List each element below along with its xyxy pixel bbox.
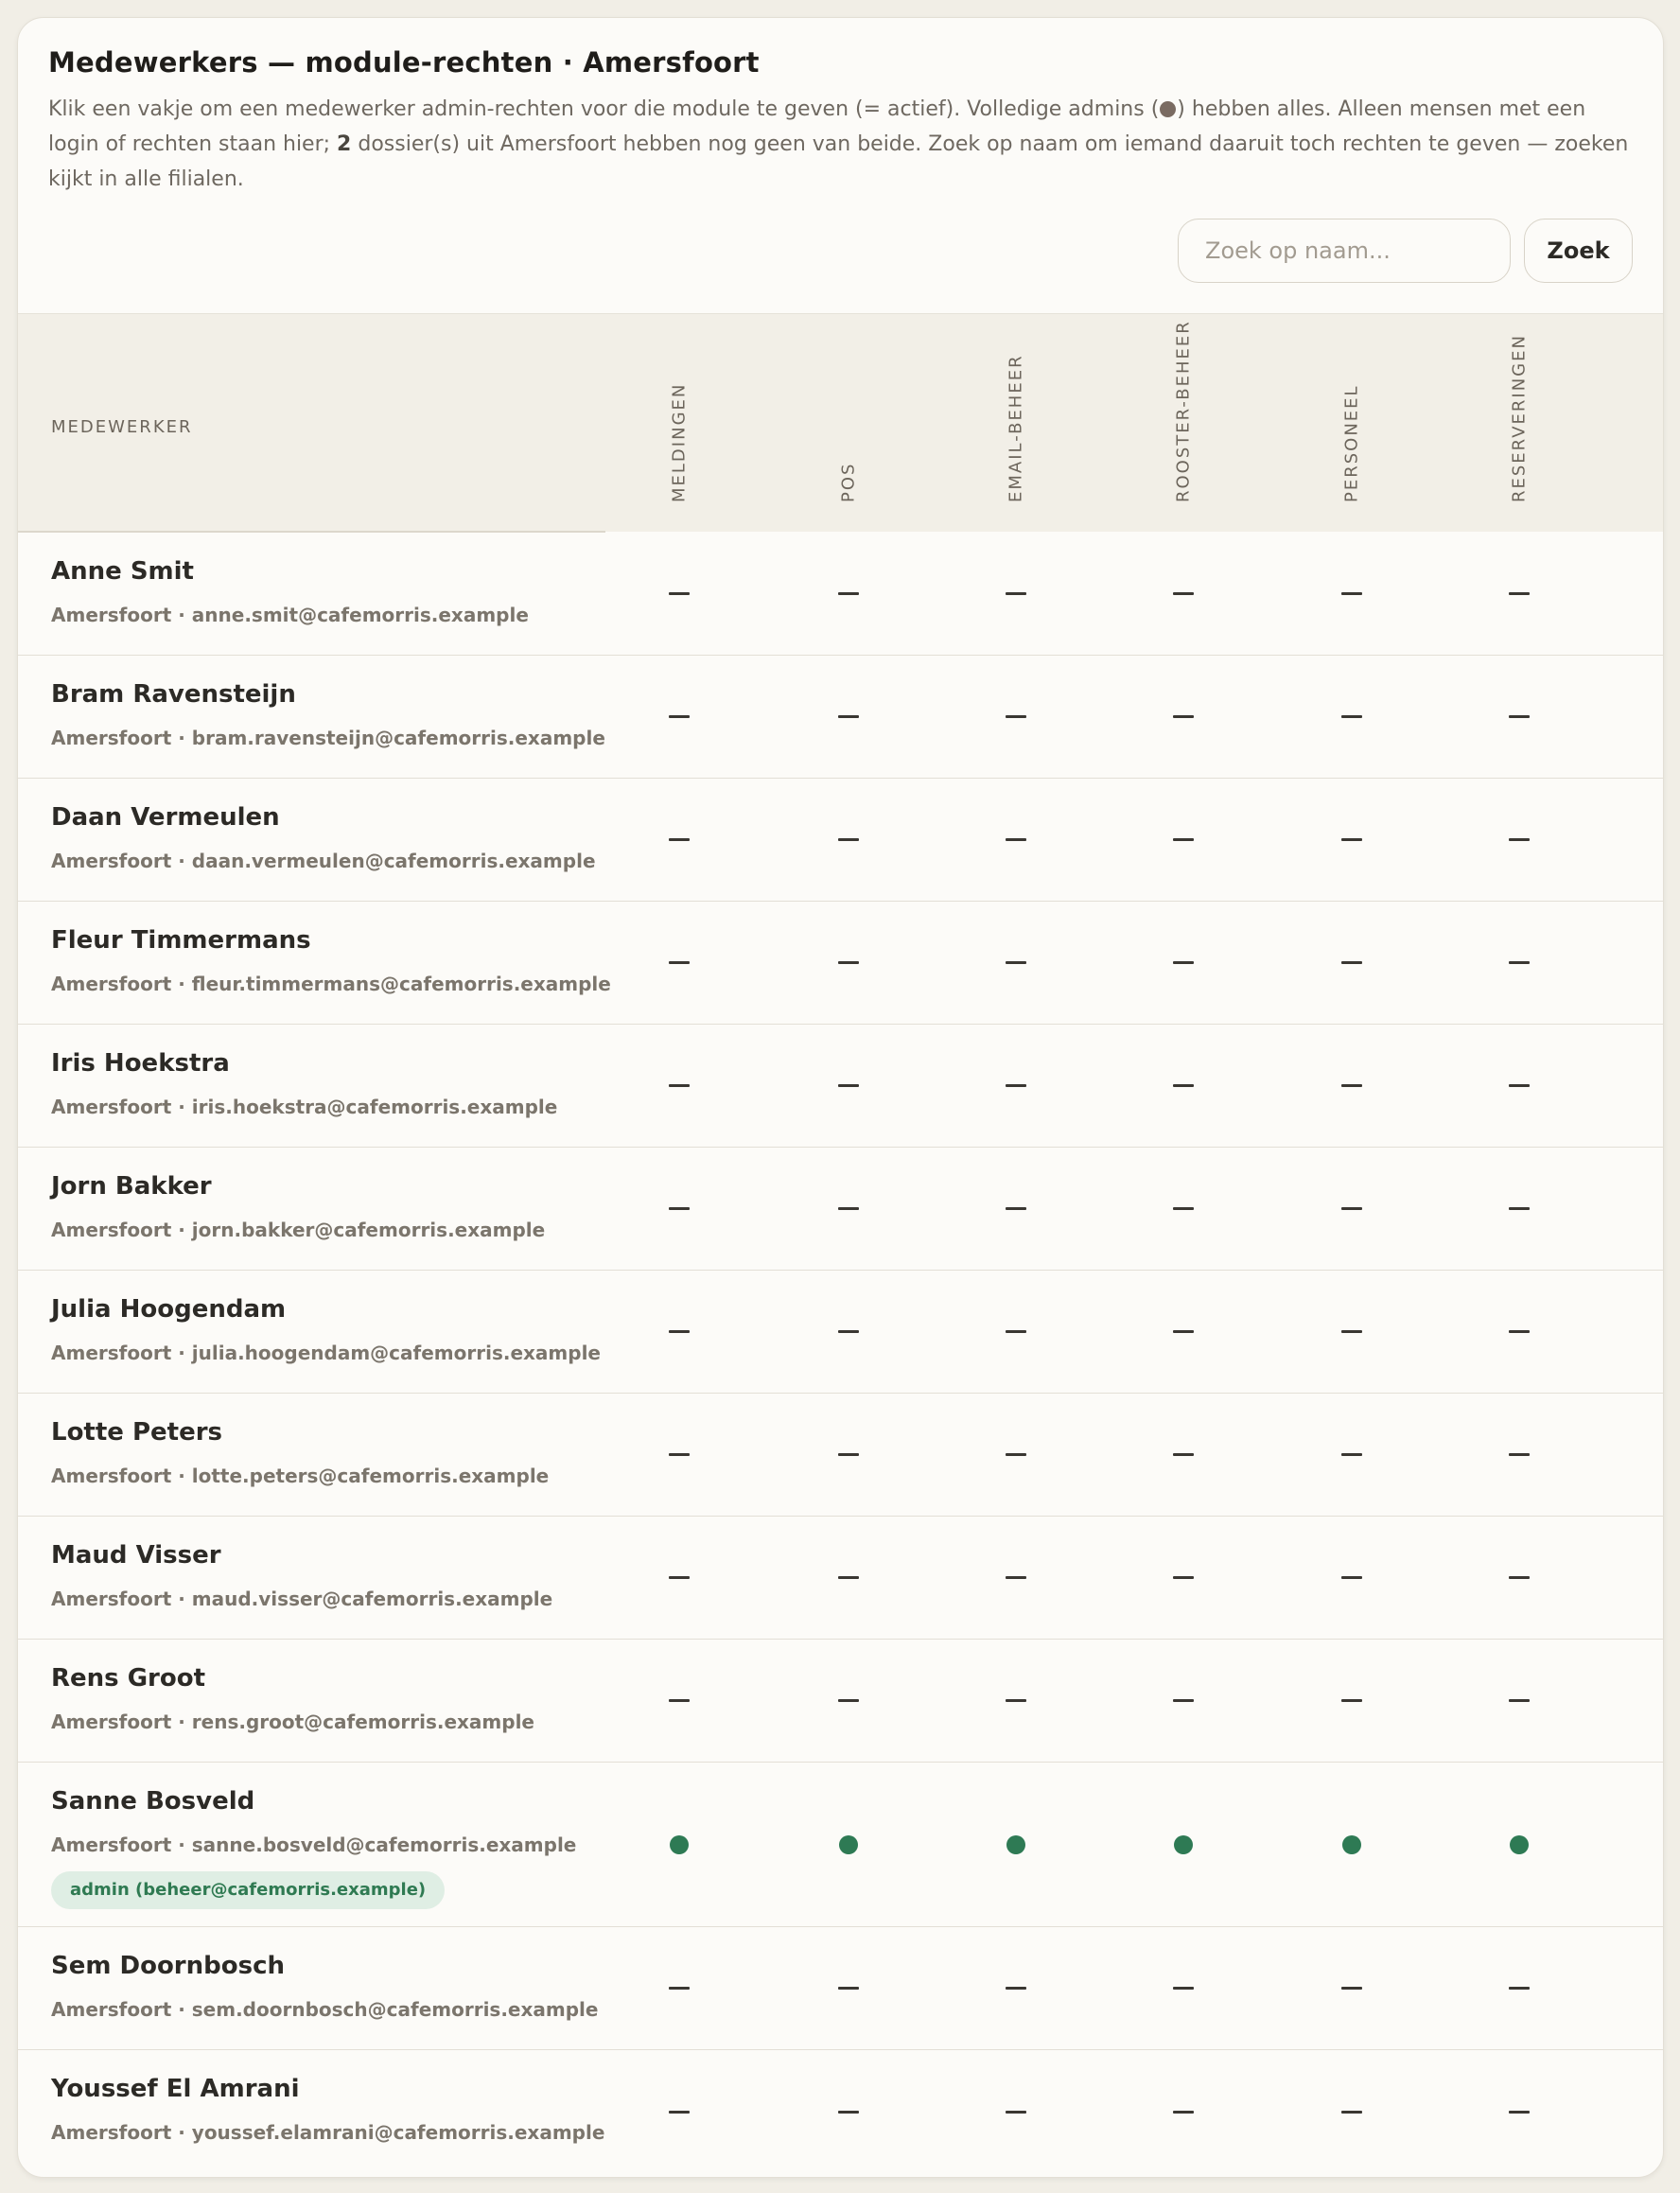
employee-location-email: Amersfoort · sem.doornbosch@cafemorris.example — [51, 1998, 599, 2021]
table-row — [18, 1394, 1663, 1517]
permission-toggle-personeel[interactable] — [1323, 779, 1380, 901]
permission-toggle-rooster-beheer[interactable] — [1155, 1640, 1212, 1762]
permission-toggle-personeel[interactable] — [1323, 1394, 1380, 1516]
permission-toggle-meldingen[interactable] — [651, 656, 708, 778]
permission-toggle-meldingen[interactable] — [651, 1640, 708, 1762]
permission-toggle-reserveringen[interactable] — [1491, 656, 1548, 778]
permission-toggle-meldingen[interactable] — [651, 1025, 708, 1147]
inactive-dash-icon — [669, 1084, 690, 1087]
employee-name: Iris Hoekstra — [51, 1049, 230, 1078]
inactive-dash-icon — [1006, 961, 1026, 964]
permission-toggle-meldingen[interactable] — [651, 1763, 708, 1926]
inactive-dash-icon — [838, 1207, 859, 1210]
inactive-dash-icon — [1173, 1699, 1194, 1702]
inactive-dash-icon — [838, 1453, 859, 1456]
employee-name: Sem Doornbosch — [51, 1952, 286, 1980]
column-header-employee: MEDEWERKER — [51, 417, 193, 437]
inactive-dash-icon — [1341, 2111, 1362, 2114]
inactive-dash-icon — [1341, 1207, 1362, 1210]
table-row — [18, 656, 1663, 779]
inactive-dash-icon — [1509, 1987, 1530, 1990]
permission-toggle-pos[interactable] — [820, 1927, 877, 2049]
table-row — [18, 533, 1663, 656]
inactive-dash-icon — [838, 1576, 859, 1579]
inactive-dash-icon — [1006, 1576, 1026, 1579]
inactive-dash-icon — [1173, 1987, 1194, 1990]
inactive-dash-icon — [838, 961, 859, 964]
active-dot-icon — [839, 1835, 858, 1854]
inactive-dash-icon — [1173, 1207, 1194, 1210]
permission-toggle-pos[interactable] — [820, 1640, 877, 1762]
inactive-dash-icon — [1341, 1987, 1362, 1990]
inactive-dash-icon — [669, 2111, 690, 2114]
permission-toggle-meldingen[interactable] — [651, 1517, 708, 1639]
permission-toggle-email-beheer[interactable] — [988, 1271, 1044, 1393]
inactive-dash-icon — [669, 1330, 690, 1333]
table-row — [18, 1148, 1663, 1271]
employee-location-email: Amersfoort · julia.hoogendam@cafemorris.example — [51, 1342, 601, 1364]
inactive-dash-icon — [1509, 1699, 1530, 1702]
column-header-personeel: PERSONEEL — [1341, 384, 1362, 502]
permission-toggle-email-beheer[interactable] — [988, 902, 1044, 1024]
inactive-dash-icon — [1173, 1084, 1194, 1087]
permission-toggle-rooster-beheer[interactable] — [1155, 2050, 1212, 2173]
inactive-dash-icon — [1341, 1576, 1362, 1579]
inactive-dash-icon — [838, 592, 859, 595]
permission-toggle-email-beheer[interactable] — [988, 1517, 1044, 1639]
employee-location-email: Amersfoort · maud.visser@cafemorris.example — [51, 1588, 553, 1610]
employee-name: Sanne Bosveld — [51, 1787, 255, 1816]
permission-toggle-pos[interactable] — [820, 1517, 877, 1639]
inactive-dash-icon — [838, 1084, 859, 1087]
inactive-dash-icon — [1341, 1453, 1362, 1456]
intro-text — [48, 92, 1637, 197]
permission-toggle-rooster-beheer[interactable] — [1155, 656, 1212, 778]
permission-toggle-email-beheer[interactable] — [988, 2050, 1044, 2173]
employee-name: Jorn Bakker — [51, 1172, 212, 1201]
inactive-dash-icon — [669, 715, 690, 718]
search-button[interactable]: Zoek — [1524, 219, 1633, 283]
permission-toggle-reserveringen[interactable] — [1491, 1025, 1548, 1147]
dossier-count: 2 — [337, 132, 352, 156]
employee-location-email: Amersfoort · rens.groot@cafemorris.example — [51, 1711, 534, 1733]
inactive-dash-icon — [1173, 961, 1194, 964]
permission-toggle-pos[interactable] — [820, 902, 877, 1024]
permission-toggle-meldingen[interactable] — [651, 2050, 708, 2173]
employee-name: Fleur Timmermans — [51, 926, 311, 955]
permission-toggle-pos[interactable] — [820, 1763, 877, 1926]
permission-toggle-reserveringen[interactable] — [1491, 1763, 1548, 1926]
inactive-dash-icon — [1173, 2111, 1194, 2114]
permission-toggle-personeel[interactable] — [1323, 2050, 1380, 2173]
active-dot-icon — [1342, 1835, 1361, 1854]
permission-toggle-email-beheer[interactable] — [988, 1763, 1044, 1926]
employee-location-email: Amersfoort · youssef.elamrani@cafemorris.example — [51, 2121, 605, 2144]
inactive-dash-icon — [1341, 1084, 1362, 1087]
table-row — [18, 2050, 1663, 2173]
table-row — [18, 1763, 1663, 1927]
inactive-dash-icon — [838, 1699, 859, 1702]
inactive-dash-icon — [1173, 1330, 1194, 1333]
column-header-pos: POS — [838, 462, 859, 502]
employee-location-email: Amersfoort · fleur.timmermans@cafemorris.example — [51, 973, 611, 995]
search-input[interactable] — [1178, 219, 1511, 283]
permission-toggle-rooster-beheer[interactable] — [1155, 1927, 1212, 2049]
inactive-dash-icon — [1341, 1699, 1362, 1702]
inactive-dash-icon — [1006, 1207, 1026, 1210]
employee-location-email: Amersfoort · sanne.bosveld@cafemorris.example — [51, 1833, 577, 1856]
table-row — [18, 1640, 1663, 1763]
permission-toggle-reserveringen[interactable] — [1491, 1148, 1548, 1270]
inactive-dash-icon — [669, 1207, 690, 1210]
inactive-dash-icon — [1173, 592, 1194, 595]
employee-name: Daan Vermeulen — [51, 803, 280, 832]
inactive-dash-icon — [669, 1699, 690, 1702]
inactive-dash-icon — [838, 2111, 859, 2114]
permission-toggle-email-beheer[interactable] — [988, 1394, 1044, 1516]
table-row — [18, 1271, 1663, 1394]
employee-name: Maud Visser — [51, 1541, 221, 1570]
permission-toggle-email-beheer[interactable] — [988, 1640, 1044, 1762]
permission-toggle-reserveringen[interactable] — [1491, 2050, 1548, 2173]
employee-table-body — [18, 533, 1663, 2173]
admin-badge: admin (beheer@cafemorris.example) — [51, 1871, 445, 1909]
permission-toggle-meldingen[interactable] — [651, 779, 708, 901]
permission-toggle-reserveringen[interactable] — [1491, 1927, 1548, 2049]
permission-toggle-personeel[interactable] — [1323, 1025, 1380, 1147]
permission-toggle-personeel[interactable] — [1323, 1517, 1380, 1639]
inactive-dash-icon — [1173, 715, 1194, 718]
permission-toggle-pos[interactable] — [820, 1271, 877, 1393]
inactive-dash-icon — [1509, 1330, 1530, 1333]
inactive-dash-icon — [1341, 592, 1362, 595]
page-title: Medewerkers — module-rechten · Amersfoort — [48, 46, 760, 79]
permission-toggle-pos[interactable] — [820, 656, 877, 778]
inactive-dash-icon — [838, 838, 859, 841]
column-header-reserveringen: RESERVERINGEN — [1509, 334, 1530, 502]
permission-toggle-reserveringen[interactable] — [1491, 533, 1548, 655]
employee-name: Lotte Peters — [51, 1418, 223, 1447]
permission-toggle-reserveringen[interactable] — [1491, 1517, 1548, 1639]
permission-toggle-rooster-beheer[interactable] — [1155, 1394, 1212, 1516]
inactive-dash-icon — [1006, 592, 1026, 595]
permission-toggle-reserveringen[interactable] — [1491, 902, 1548, 1024]
inactive-dash-icon — [838, 1330, 859, 1333]
permission-toggle-rooster-beheer[interactable] — [1155, 1517, 1212, 1639]
inactive-dash-icon — [1173, 1453, 1194, 1456]
inactive-dash-icon — [669, 1453, 690, 1456]
inactive-dash-icon — [838, 715, 859, 718]
permission-toggle-pos[interactable] — [820, 1394, 877, 1516]
inactive-dash-icon — [669, 1576, 690, 1579]
permission-toggle-email-beheer[interactable] — [988, 1025, 1044, 1147]
column-header-email-beheer: EMAIL-BEHEER — [1006, 354, 1026, 502]
table-row — [18, 779, 1663, 902]
permission-toggle-pos[interactable] — [820, 1148, 877, 1270]
employee-location-email: Amersfoort · bram.ravensteijn@cafemorris.example — [51, 727, 605, 749]
column-header-meldingen: MELDINGEN — [669, 382, 690, 502]
inactive-dash-icon — [1341, 715, 1362, 718]
permission-toggle-meldingen[interactable] — [651, 902, 708, 1024]
table-row — [18, 902, 1663, 1025]
inactive-dash-icon — [1509, 1576, 1530, 1579]
permission-toggle-email-beheer[interactable] — [988, 1148, 1044, 1270]
permission-toggle-personeel[interactable] — [1323, 902, 1380, 1024]
inactive-dash-icon — [1173, 1576, 1194, 1579]
permission-toggle-rooster-beheer[interactable] — [1155, 1148, 1212, 1270]
permission-toggle-meldingen[interactable] — [651, 1394, 708, 1516]
employee-name: Bram Ravensteijn — [51, 680, 296, 709]
inactive-dash-icon — [1006, 1987, 1026, 1990]
employee-location-email: Amersfoort · anne.smit@cafemorris.example — [51, 604, 529, 626]
permission-toggle-rooster-beheer[interactable] — [1155, 1763, 1212, 1926]
inactive-dash-icon — [1509, 2111, 1530, 2114]
permission-toggle-meldingen[interactable] — [651, 533, 708, 655]
inactive-dash-icon — [1006, 2111, 1026, 2114]
inactive-dash-icon — [1509, 1453, 1530, 1456]
employee-name: Youssef El Amrani — [51, 2075, 300, 2103]
inactive-dash-icon — [1509, 592, 1530, 595]
inactive-dash-icon — [1006, 1699, 1026, 1702]
employee-location-email: Amersfoort · jorn.bakker@cafemorris.example — [51, 1219, 546, 1241]
permission-toggle-personeel[interactable] — [1323, 1927, 1380, 2049]
inactive-dash-icon — [1341, 961, 1362, 964]
inactive-dash-icon — [838, 1987, 859, 1990]
inactive-dash-icon — [1173, 838, 1194, 841]
permission-toggle-personeel[interactable] — [1323, 533, 1380, 655]
employee-location-email: Amersfoort · daan.vermeulen@cafemorris.example — [51, 850, 596, 872]
permission-toggle-pos[interactable] — [820, 779, 877, 901]
permission-toggle-rooster-beheer[interactable] — [1155, 779, 1212, 901]
column-header-rooster-beheer: ROOSTER-BEHEER — [1173, 320, 1194, 502]
inactive-dash-icon — [669, 838, 690, 841]
active-dot-icon — [1006, 1835, 1025, 1854]
intro-part-2: ) hebben alles. Alleen mensen met een login of rechten staan hier; — [48, 97, 1586, 156]
permission-toggle-meldingen[interactable] — [651, 1271, 708, 1393]
inactive-dash-icon — [1509, 1207, 1530, 1210]
inactive-dash-icon — [669, 592, 690, 595]
permission-toggle-rooster-beheer[interactable] — [1155, 533, 1212, 655]
permission-toggle-email-beheer[interactable] — [988, 656, 1044, 778]
permission-toggle-personeel[interactable] — [1323, 1271, 1380, 1393]
employee-name: Rens Groot — [51, 1664, 206, 1693]
permission-toggle-rooster-beheer[interactable] — [1155, 902, 1212, 1024]
inactive-dash-icon — [669, 961, 690, 964]
inactive-dash-icon — [1006, 1453, 1026, 1456]
intro-part-3: dossier(s) uit Amersfoort hebben nog geen van beide. Zoek op naam om iemand daaruit toch rechten te geven — zoeken kijkt in alle filialen. — [48, 132, 1629, 191]
active-dot-icon — [1510, 1835, 1529, 1854]
table-row — [18, 1927, 1663, 2050]
permission-toggle-email-beheer[interactable] — [988, 779, 1044, 901]
inactive-dash-icon — [1006, 838, 1026, 841]
permission-toggle-meldingen[interactable] — [651, 1927, 708, 2049]
permission-toggle-email-beheer[interactable] — [988, 533, 1044, 655]
employee-name: Anne Smit — [51, 557, 194, 586]
permission-toggle-personeel[interactable] — [1323, 1148, 1380, 1270]
permission-toggle-pos[interactable] — [820, 2050, 877, 2173]
table-row — [18, 1025, 1663, 1148]
intro-part-1: Klik een vakje om een medewerker admin-rechten voor die module te geven (= actief). Volledige admins ( — [48, 97, 1160, 121]
inactive-dash-icon — [1341, 1330, 1362, 1333]
inactive-dash-icon — [1341, 838, 1362, 841]
permission-toggle-personeel[interactable] — [1323, 1640, 1380, 1762]
employee-name: Julia Hoogendam — [51, 1295, 287, 1324]
inactive-dash-icon — [1006, 1084, 1026, 1087]
inactive-dash-icon — [1509, 961, 1530, 964]
inactive-dash-icon — [1509, 715, 1530, 718]
permission-toggle-personeel[interactable] — [1323, 1763, 1380, 1926]
permission-toggle-reserveringen[interactable] — [1491, 779, 1548, 901]
employee-location-email: Amersfoort · lotte.peters@cafemorris.example — [51, 1465, 550, 1487]
inactive-dash-icon — [1006, 715, 1026, 718]
permission-toggle-pos[interactable] — [820, 1025, 877, 1147]
inactive-dash-icon — [669, 1987, 690, 1990]
inactive-dash-icon — [1006, 1330, 1026, 1333]
permission-toggle-meldingen[interactable] — [651, 1148, 708, 1270]
permission-toggle-reserveringen[interactable] — [1491, 1394, 1548, 1516]
permission-toggle-personeel[interactable] — [1323, 656, 1380, 778]
permission-toggle-rooster-beheer[interactable] — [1155, 1271, 1212, 1393]
permissions-card — [17, 17, 1664, 2178]
active-dot-icon — [1174, 1835, 1193, 1854]
inactive-dash-icon — [1509, 838, 1530, 841]
active-dot-icon — [670, 1835, 689, 1854]
table-row — [18, 1517, 1663, 1640]
employee-location-email: Amersfoort · iris.hoekstra@cafemorris.example — [51, 1096, 558, 1118]
permission-toggle-reserveringen[interactable] — [1491, 1271, 1548, 1393]
permission-toggle-email-beheer[interactable] — [988, 1927, 1044, 2049]
permission-toggle-rooster-beheer[interactable] — [1155, 1025, 1212, 1147]
permission-toggle-pos[interactable] — [820, 533, 877, 655]
permission-toggle-reserveringen[interactable] — [1491, 1640, 1548, 1762]
table-header — [18, 313, 1663, 532]
inactive-dash-icon — [1509, 1084, 1530, 1087]
admin-dot-icon — [1160, 101, 1176, 117]
